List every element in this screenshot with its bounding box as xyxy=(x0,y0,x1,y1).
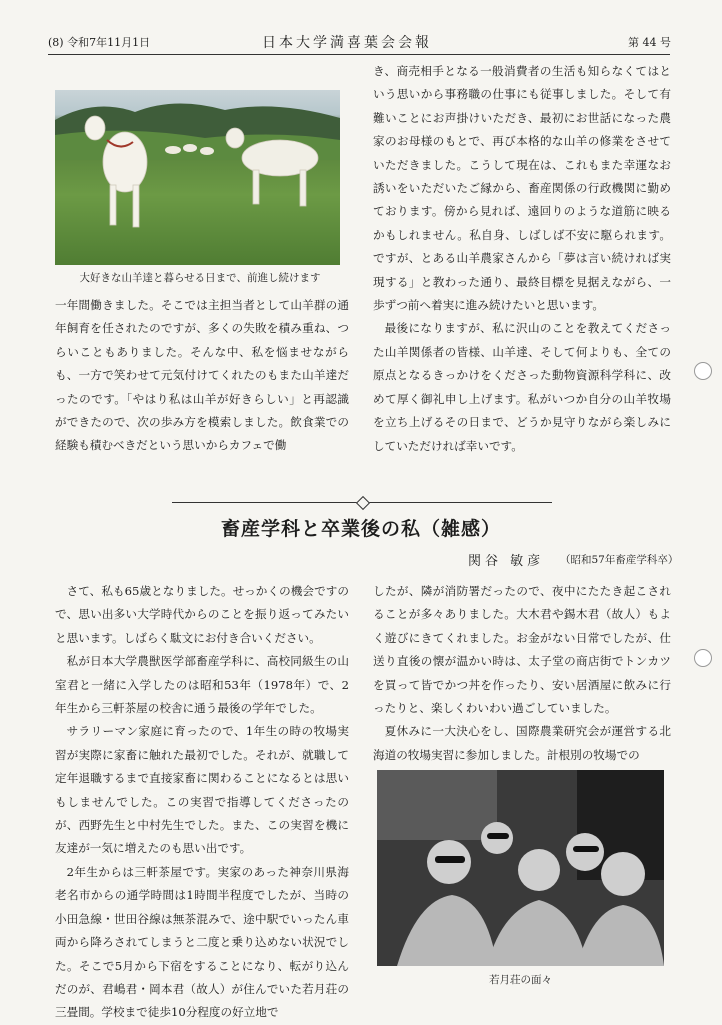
goats-photo-caption: 大好きな山羊達と暮らせる日まで、前進し続けます xyxy=(79,272,321,284)
header-rule xyxy=(48,54,670,55)
goats-illustration xyxy=(55,90,340,265)
binder-hole xyxy=(694,649,712,667)
article1-paragraph: 最後になりますが、私に沢山のことを教えてくださった山羊関係者の皆様、山羊達、そして何よりも、全ての原点となるきっかけをくださった動物資源科学科に、改めて厚く御礼申し上げます。私がいつか自分の山羊牧場を立ち上げるその日まで、どうか見守りながら楽しみにしていただければ幸いです。 xyxy=(373,321,671,453)
article2-paragraph: 2年生からは三軒茶屋です。実家のあった神奈川県海老名市からの通学時間は1時間半程度でしたが、当時の小田急線・世田谷線は無茶混みで、途中駅でいったん車両から降ろされてしまうと二度と乗り込めない状況でした。そこで5月から下宿をすることになり、転がり込んだのが、君嶋君・岡本君（故人）が住んでいた若月荘の三畳間。学校まで徒歩10分程度の好立地で xyxy=(55,864,349,1020)
article2-paragraph: サラリーマン家庭に育ったので、1年生の時の牧場実習が実際に家畜に触れた最初でした。それが、就職して定年退職するまで直接家畜に関わることになるとは思いもしませんでした。この実習で指導してくださったのが、西野先生と中村先生でした。また、この実習を機に友達が一気に増えたのも思い出です。 xyxy=(55,724,349,856)
article2-column-left xyxy=(55,580,349,1025)
goats-photo xyxy=(55,90,340,265)
article2-column-right xyxy=(373,580,671,767)
issue-number: 第 44 号 xyxy=(628,36,671,49)
article1-column-right xyxy=(373,60,671,458)
divider-ornament xyxy=(356,496,370,510)
author-note: （昭和57年畜産学科卒） xyxy=(560,554,679,566)
newsletter-title: 日本大学満喜葉会会報 xyxy=(262,35,432,51)
group-illustration xyxy=(377,770,664,966)
group-photo xyxy=(377,770,664,966)
group-photo-caption: 若月荘の面々 xyxy=(489,974,552,986)
article-title: 畜産学科と卒業後の私（雑感） xyxy=(220,518,501,540)
article2-paragraph: したが、隣が消防署だったので、夜中にたたき起こされることが多々ありました。大木君や錫木君（故人）もよく遊びにきてくれました。お金がない日常でしたが、仕送り直後の懐が温かい時は、太子堂の商店街でトンカツを買って皆でかつ丼を作ったり、安い居酒屋に飲みに行ったりと、楽しくわいわい過ごしていました。 xyxy=(373,584,671,716)
article2-paragraph: さて、私も65歳となりました。せっかくの機会ですので、思い出多い大学時代からのことを振り返ってみたいと思います。しばらく駄文にお付き合いください。 xyxy=(55,584,349,645)
issue-date: (8) 令和7年11月1日 xyxy=(48,36,151,49)
article1-column-left xyxy=(55,294,349,458)
article2-paragraph: 夏休みに一大決心をし、国際農業研究会が運営する北海道の牧場実習に参加しました。計根別の牧場での xyxy=(373,724,671,762)
article1-paragraph: き、商売相手となる一般消費者の生活も知らなくてはという思いから事務職の仕事にも従事しました。そして有難いことにお声掛けいただき、最初にお世話になった農家のお母様のもとで、再び本格的な山羊の修業をさせていただきました。こうして現在は、これもまた幸運なお誘いをいただいたご縁から、畜産関係の行政機関に勤めております。傍から見れば、遠回りのような道筋に映るかもしれません。私自身、しばしば不安に駆られます。ですが、とある山羊農家さんから「夢は言い続ければ実現する」と教わった通り、最終目標を見据えながら、一歩ずつ前へ着実に進み続けたいと思います。 xyxy=(373,64,671,313)
binder-hole xyxy=(694,362,712,380)
article1-paragraph: 一年間働きました。そこでは主担当者として山羊群の通年飼育を任されたのですが、多くの失敗を積み重ね、つらいこともありました。そんな中、私を悩ませながらも、一方で笑わせて元気付けてくれたのもまた山羊達だったのです。「やはり私は山羊が好きらしい」と再認識ができたので、次の歩み方を模索しました。飲食業での経験も積むべきだという思いからカフェで働 xyxy=(55,298,349,453)
article2-paragraph: 私が日本大学農獣医学部畜産学科に、高校同級生の山室君と一緒に入学したのは昭和53年（1978年）で、2年生から三軒茶屋の校舎に通う最後の学年でした。 xyxy=(55,654,349,716)
author-name: 関谷 敏彦 xyxy=(468,554,545,569)
